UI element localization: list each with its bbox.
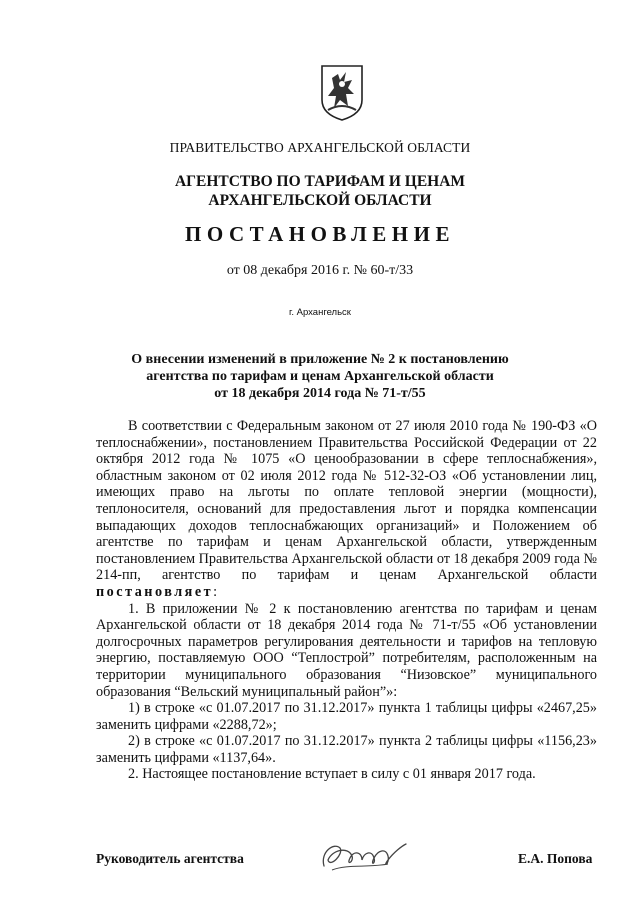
government-name: ПРАВИТЕЛЬСТВО АРХАНГЕЛЬСКОЙ ОБЛАСТИ — [169, 140, 471, 155]
subject-line3: от 18 декабря 2014 года № 71-т/55 — [214, 386, 426, 401]
paragraph-item-1: 1. В приложении № 2 к постановлению агентства по тарифам и ценам Архангельской области от 18 декабря 2014 года № 71-т/55 «Об установлении долгосрочных параметров регулирования деятельности и тарифов на тепловую энергию, поставляемую ООО “Теплострой” потребителям, расположенным на территории муниципального образования “Низовское” муниципального образования “Вельский муниципальный район”»: — [96, 600, 597, 700]
paragraph-item-2: 2. Настоящее постановление вступает в силу с 01 января 2017 года. — [128, 766, 536, 783]
preamble-colon: : — [213, 583, 218, 600]
document-city: г. Архангельск — [289, 307, 351, 318]
paragraph-subitem-2: 2) в строке «с 01.07.2017 по 31.12.2017» пункта 2 таблицы цифры «1156,23» заменить цифрами «1137,64». — [96, 733, 597, 766]
coat-of-arms-icon — [318, 62, 366, 122]
agency-name — [0, 172, 640, 210]
resolves-verb: постановляет — [96, 583, 214, 600]
signatory-position: Руководитель агентства — [96, 851, 244, 866]
document-subject — [0, 351, 640, 402]
subject-line1: О внесении изменений в приложение № 2 к постановлению — [131, 352, 509, 367]
agency-name-line1: АГЕНТСТВО ПО ТАРИФАМ И ЦЕНАМ — [174, 173, 466, 190]
document-type: ПОСТАНОВЛЕНИЕ — [185, 222, 455, 246]
document-body — [96, 418, 597, 783]
document-date-number: от 08 декабря 2016 г. № 60-т/33 — [226, 263, 414, 278]
subject-line2: агентства по тарифам и ценам Архангельской области — [146, 369, 494, 384]
paragraph-preamble — [96, 418, 597, 601]
signatory-name: Е.А. Попова — [518, 851, 593, 866]
preamble-text: В соответствии с Федеральным законом от 27 июля 2010 года № 190-ФЗ «О теплоснабжении», постановлением Правительства Российской Федерации от 22 октября 2012 года № 1075 «О ценообразовании в сфере теплоснабжения», областным законом от 02 июля 2012 года № 512-32-ОЗ «Об установлении лиц, имеющих право на льготы по оплате тепловой энергии (мощности), теплоносителя, оснований для предоставления льгот и порядка компенсации выпадающих доходов теплоснабжающих организаций» и Положением об агентстве по тарифам и ценам Архангельской области, утвержденным постановлением Правительства Архангельской области от 18 декабря 2009 года № 214-пп, агентство по тарифам и ценам Архангельской области — [96, 418, 597, 584]
handwritten-signature — [318, 838, 410, 876]
agency-name-line2: АРХАНГЕЛЬСКОЙ ОБЛАСТИ — [208, 192, 432, 209]
paragraph-subitem-1: 1) в строке «с 01.07.2017 по 31.12.2017» пункта 1 таблицы цифры «2467,25» заменить цифрами «2288,72»; — [96, 700, 597, 733]
